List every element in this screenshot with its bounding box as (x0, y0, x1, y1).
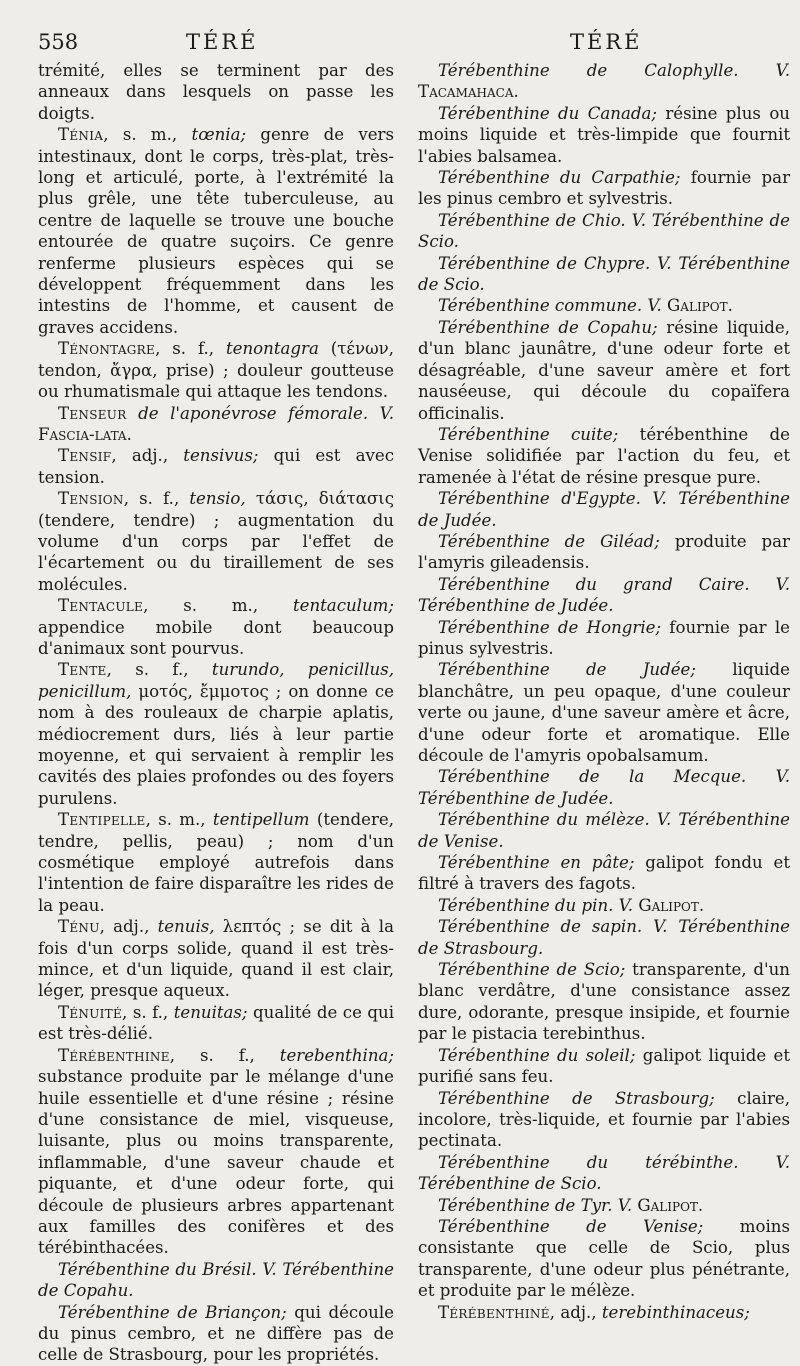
dictionary-entry (418, 295, 790, 316)
entry-grammar (127, 404, 139, 423)
entry-latin: tenuis, (157, 917, 215, 937)
dictionary-entry (418, 488, 790, 531)
entry-headword: Tension (58, 489, 124, 509)
entry-latin: tentaculum; (292, 596, 394, 616)
entry-grammar: , s. f., (155, 339, 226, 359)
entry-latin: Térébenthine du Carpathie; (438, 168, 681, 188)
entry-grammar: , s. f., (106, 660, 212, 680)
entry-crossref: Fascia-lata. (38, 424, 132, 444)
dictionary-entry (38, 1259, 394, 1302)
entry-latin: Térébenthine de sapin. V. Térébenthine de Strasbourg. (418, 917, 790, 958)
dictionary-entry (418, 60, 790, 103)
dictionary-entry (38, 445, 394, 488)
entry-text: qualité de ce qui est très-délié. (38, 1002, 394, 1044)
dictionary-entry (418, 766, 790, 809)
entry-latin: Térébenthine du Canada; (438, 103, 657, 123)
entry-text: fournie par les pinus cembro et sylvestris. (418, 168, 790, 209)
dictionary-entry (418, 1216, 790, 1302)
entry-text: genre de vers intestinaux, dont le corps, très-plat, très-long et articulé, porte, à l'extrémité la plus grêle, une tête tuberculeuse, au centre de laquelle se trouve une bouche entourée de quatre suçoirs. Ce genre renferme plusieurs espèces qui se développent fréquemment dans les intestins de l'homme, et causent de graves accidens. (38, 125, 394, 337)
entry-text: galipot fondu et filtré à travers des fagots. (418, 853, 790, 894)
entry-latin: Térébenthine de Chio. V. Térébenthine de Scio. (418, 210, 790, 252)
dictionary-entry (418, 659, 790, 766)
entry-text: τάσις, διάτασις (tendere, tendre) ; augmentation du volume d'un corps par l'effet de l'écartement ou du tiraillement de ses molécules. (38, 489, 394, 594)
entry-latin: Térébenthine de la Mecque. V. Térébenthine de Judée. (418, 767, 790, 808)
entry-headword: Tentipelle (58, 810, 146, 830)
entry-latin: Térébenthine de Calophylle. V. (438, 61, 790, 80)
entry-text: liquide blanchâtre, un peu opaque, d'une couleur verte ou jaune, d'une saveur amère et âcre, d'une odeur forte et aromatique. Elle découle de l'amyris opobalsamum. (418, 660, 790, 765)
dictionary-entry (38, 1045, 394, 1259)
entry-latin: Térébenthine de Briançon; (58, 1302, 287, 1322)
entry-latin: Térébenthine de Judée; (438, 660, 696, 680)
entry-grammar: , adj., (111, 446, 184, 466)
entry-latin: Térébenthine de Scio; (438, 960, 626, 980)
entry-latin: Térébenthine du mélèze. V. Térébenthine de Venise. (418, 810, 790, 851)
entry-latin: Térébenthine de Chypre. V. Térébenthine de Scio. (418, 253, 790, 295)
dictionary-entry (38, 1002, 394, 1045)
dictionary-entry (38, 60, 394, 124)
running-head-right: TÉRÉ (570, 30, 643, 54)
entry-text: moins consistante que celle de Scio, plus transparente, d'une odeur plus pénétrante, et produite par le mélèze. (418, 1216, 791, 1301)
dictionary-entry (38, 809, 394, 916)
dictionary-entry (418, 959, 790, 1045)
entry-crossref: Galipot. (632, 1195, 704, 1215)
dictionary-entry (418, 1045, 790, 1088)
entry-latin: Térébenthine d'Egypte. V. Térébenthine de Judée. (418, 489, 790, 530)
dictionary-entry (418, 1195, 790, 1216)
entry-headword: Tenseur (58, 403, 127, 423)
dictionary-entry (418, 895, 790, 916)
dictionary-entry (418, 617, 790, 660)
dictionary-entry (38, 488, 394, 595)
dictionary-entry (418, 210, 790, 253)
dictionary-entry (418, 531, 790, 574)
dictionary-entry (418, 103, 790, 167)
dictionary-entry (418, 574, 790, 617)
dictionary-entry (418, 916, 790, 959)
entry-latin: terebenthina; (279, 1045, 394, 1065)
entry-latin: de l'aponévrose fémorale. V. (138, 403, 394, 423)
entry-latin: Térébenthine du Brésil. V. Térébenthine de Copahu. (38, 1259, 394, 1301)
entry-latin: Térébenthine du grand Caire. V. Térébenthine de Judée. (418, 574, 790, 616)
entry-text: claire, incolore, très-liquide, et fournie par l'abies pectinata. (418, 1088, 790, 1151)
entry-text: μοτός, ἔμμοτος ; on donne ce nom à des rouleaux de charpie aplatis, médiocrement durs, liés à leur partie moyenne, et qui servaient à remplir les cavités des plaies profondes ou des foyers purulens. (38, 681, 394, 808)
entry-text: galipot liquide et purifié sans feu. (418, 1045, 790, 1087)
dictionary-entry (418, 317, 790, 424)
entry-headword: Ténu (58, 917, 100, 937)
entry-headword: Tentacule (58, 596, 144, 616)
entry-grammar: , s. f., (122, 1002, 174, 1022)
entry-text: trémité, elles se terminent par des anneaux dans lesquels on passe les doigts. (38, 61, 394, 123)
entry-text: résine plus ou moins liquide et très-limpide que fournit l'abies balsamea. (418, 103, 790, 166)
dictionary-entry (38, 595, 394, 659)
entry-latin: Térébenthine de Hongrie; (438, 617, 662, 637)
dictionary-entry (418, 1302, 790, 1323)
dictionary-entry (38, 124, 394, 338)
entry-latin: Térébenthine du pin. V. (438, 895, 634, 915)
entry-latin: turundo, penicillus, penicillum, (38, 660, 394, 701)
entry-text: produite par l'amyris gileadensis. (418, 531, 790, 573)
dictionary-entry (418, 852, 790, 895)
entry-latin: Térébenthine cuite; (438, 424, 619, 444)
dictionary-entry (418, 167, 790, 210)
entry-grammar: , s. m., (143, 596, 293, 616)
entry-latin: tenuitas; (173, 1002, 248, 1022)
entry-text: (τένων, tendon, ἄγρα, prise) ; douleur goutteuse ou rhumatismale qui attaque les tendons. (38, 339, 394, 402)
entry-latin: tensivus; (183, 446, 259, 466)
dictionary-entry (38, 403, 394, 446)
entry-latin: Térébenthine du soleil; (438, 1045, 636, 1065)
entry-latin: tenontagra (225, 339, 319, 359)
entry-grammar: , s. m., (145, 810, 213, 830)
entry-headword: Ténia (58, 125, 104, 145)
dictionary-entry (418, 1152, 790, 1195)
dictionary-entry (418, 253, 790, 296)
entry-headword: Térébenthiné (438, 1302, 550, 1322)
entry-grammar: , adj., (99, 917, 158, 937)
entry-grammar: , s. f., (123, 489, 190, 509)
dictionary-entry (38, 338, 394, 402)
entry-headword: Ténuité (58, 1002, 123, 1022)
entry-latin: Térébenthine de Strasbourg; (438, 1088, 715, 1108)
entry-text: térébenthine de Venise solidifiée par l'action du feu, et ramenée à l'état de résine presque pure. (418, 424, 790, 487)
entry-latin: tensio, (189, 489, 246, 509)
entry-latin: Térébenthine de Copahu; (438, 317, 658, 337)
entry-text: qui est avec tension. (38, 446, 394, 487)
entry-headword: Tensif (58, 446, 112, 466)
left-column (38, 60, 394, 1366)
entry-headword: Ténontagre (58, 339, 156, 359)
entry-latin: terebinthinaceus; (601, 1302, 750, 1322)
entry-text: substance produite par le mélange d'une huile essentielle et d'une résine ; résine d'une consistance de miel, visqueuse, luisante, plus ou moins transparente, inflammable, d'une saveur chaude et piquante, et d'une odeur forte, qui découle de plusieurs arbres appartenant aux familles des conifères et des térébinthacées. (38, 1067, 394, 1258)
dictionary-entry (418, 809, 790, 852)
entry-crossref: Galipot. (633, 895, 705, 915)
dictionary-entry (38, 659, 394, 809)
entry-text: appendice mobile dont beaucoup d'animaux sont pourvus. (38, 617, 394, 658)
entry-text: λεπτός ; se dit à la fois d'un corps solide, quand il est très-mince, et d'un liquide, quand il est clair, léger, presque aqueux. (38, 917, 394, 1001)
dictionary-entry (38, 916, 394, 1002)
entry-headword: Térébenthine (58, 1045, 170, 1065)
entry-latin: Térébenthine de Giléad; (438, 531, 660, 551)
dictionary-entry (418, 424, 790, 488)
entry-text: résine liquide, d'un blanc jaunâtre, d'une odeur forte et désagréable, d'une saveur amère et fort nauséeuse, qui découle du copaïfera officinalis. (418, 317, 790, 423)
dictionary-entry (38, 1302, 394, 1366)
running-head-left: TÉRÉ (186, 30, 259, 54)
entry-crossref: Galipot. (661, 296, 733, 316)
entry-text: fournie par le pinus sylvestris. (418, 617, 790, 658)
entry-latin: tœnia; (191, 125, 247, 145)
entry-text: transparente, d'un blanc verdâtre, d'une consistance assez dure, odorante, presque insipide, et fournie par le pistacia terebinthus. (418, 960, 790, 1044)
entry-latin: Térébenthine commune. V. (438, 296, 662, 316)
entry-latin: Térébenthine du térébinthe. V. Térébenthine de Scio. (418, 1152, 790, 1194)
entry-grammar: , s. m., (103, 125, 192, 145)
entry-text: qui découle du pinus cembro, et ne diffère pas de celle de Strasbourg, pour les propriétés. (38, 1302, 394, 1365)
entry-headword: Tente (58, 660, 107, 680)
dictionary-entry (418, 1088, 790, 1152)
entry-latin: Térébenthine de Tyr. V. (438, 1195, 633, 1215)
entry-latin: Térébenthine de Venise; (438, 1216, 704, 1236)
entry-grammar: , s. f., (169, 1045, 280, 1065)
page-header (38, 30, 780, 60)
entry-text: (tendere, tendre, pellis, peau) ; nom d'un cosmétique employé autrefois dans l'intention de faire disparaître les rides de la peau. (38, 810, 394, 915)
entry-latin: Térébenthine en pâte; (438, 853, 635, 873)
entry-grammar: , adj., (549, 1302, 602, 1322)
page-number: 558 (38, 30, 79, 54)
entry-latin: tentipellum (212, 810, 310, 830)
entry-crossref: Tacamahaca. (418, 82, 519, 102)
right-column (418, 60, 790, 1323)
